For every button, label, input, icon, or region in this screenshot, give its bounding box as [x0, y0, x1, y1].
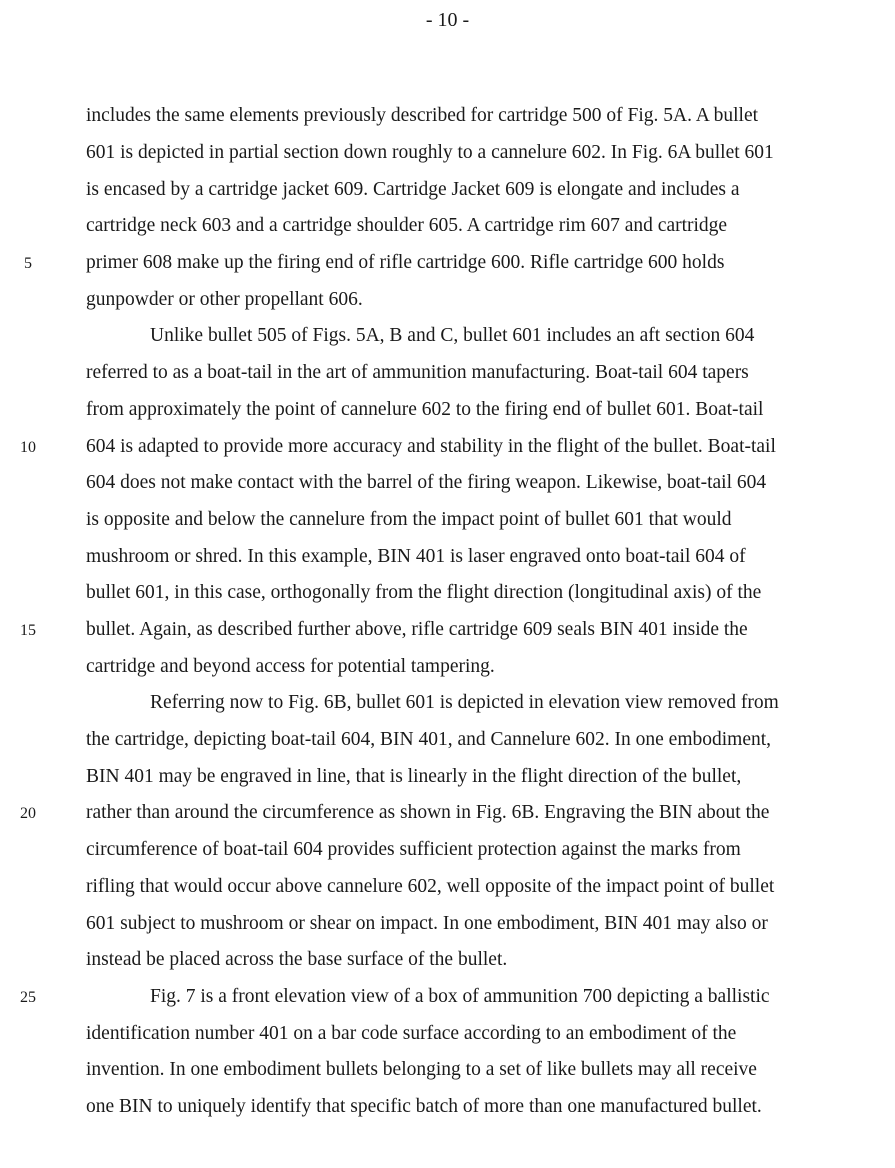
paragraph-first-line: Fig. 7 is a front elevation view of a box of ammunition 700 depicting a ballistic: [150, 986, 770, 1007]
text-line: bullet. Again, as described further above, rifle cartridge 609 seals BIN 401 inside the: [86, 619, 748, 640]
text-line: rather than around the circumference as shown in Fig. 6B. Engraving the BIN about the: [86, 802, 770, 823]
text-line: 604 does not make contact with the barrel of the firing weapon. Likewise, boat-tail 604: [86, 472, 767, 493]
text-line: 601 subject to mushroom or shear on impact. In one embodiment, BIN 401 may also or: [86, 913, 768, 934]
text-line: bullet 601, in this case, orthogonally from the flight direction (longitudinal axis) of the: [86, 582, 762, 603]
text-line: is opposite and below the cannelure from the impact point of bullet 601 that would: [86, 509, 732, 530]
text-line: 601 is depicted in partial section down roughly to a cannelure 602. In Fig. 6A bullet 601: [86, 142, 774, 163]
text-line: from approximately the point of cannelure 602 to the firing end of bullet 601. Boat-tail: [86, 399, 764, 420]
text-line: cartridge neck 603 and a cartridge shoulder 605. A cartridge rim 607 and cartridge: [86, 215, 728, 236]
line-number: 15: [20, 622, 36, 639]
text-line: is encased by a cartridge jacket 609. Cartridge Jacket 609 is elongate and includes a: [86, 179, 740, 200]
line-number: 20: [20, 805, 36, 822]
line-number: 25: [20, 989, 36, 1006]
text-line: mushroom or shred. In this example, BIN 401 is laser engraved onto boat-tail 604 of: [86, 546, 746, 567]
text-line: gunpowder or other propellant 606.: [86, 289, 363, 310]
line-number: 10: [20, 439, 36, 456]
line-number: 5: [24, 255, 32, 272]
page-number: - 10 -: [425, 9, 470, 31]
text-line: 604 is adapted to provide more accuracy and stability in the flight of the bullet. Boat-tail: [86, 436, 776, 457]
paragraph-first-line: Referring now to Fig. 6B, bullet 601 is depicted in elevation view removed from: [150, 692, 779, 713]
paragraph-first-line: Unlike bullet 505 of Figs. 5A, B and C, bullet 601 includes an aft section 604: [150, 325, 755, 346]
text-line: one BIN to uniquely identify that specific batch of more than one manufactured bullet.: [86, 1096, 762, 1117]
text-line: referred to as a boat-tail in the art of ammunition manufacturing. Boat-tail 604 tapers: [86, 362, 749, 383]
text-line: BIN 401 may be engraved in line, that is linearly in the flight direction of the bullet,: [86, 766, 742, 787]
text-line: the cartridge, depicting boat-tail 604, BIN 401, and Cannelure 602. In one embodiment,: [86, 729, 772, 750]
text-line: includes the same elements previously described for cartridge 500 of Fig. 5A. A bullet: [86, 105, 759, 126]
text-line: rifling that would occur above cannelure 602, well opposite of the impact point of bullet: [86, 876, 775, 897]
text-line: circumference of boat-tail 604 provides sufficient protection against the marks from: [86, 839, 741, 860]
text-line: instead be placed across the base surface of the bullet.: [86, 949, 508, 970]
text-line: cartridge and beyond access for potential tampering.: [86, 656, 495, 677]
text-line: invention. In one embodiment bullets belonging to a set of like bullets may all receive: [86, 1059, 757, 1080]
text-line: primer 608 make up the firing end of rifle cartridge 600. Rifle cartridge 600 holds: [86, 252, 725, 273]
text-line: identification number 401 on a bar code surface according to an embodiment of the: [86, 1023, 737, 1044]
